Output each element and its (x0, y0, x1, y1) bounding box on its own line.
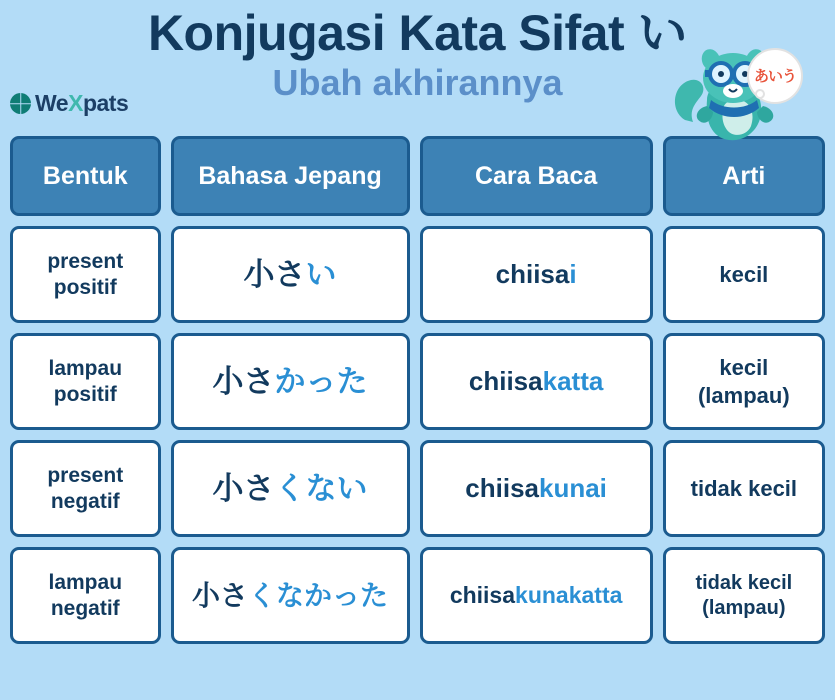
speech-bubble (747, 48, 803, 104)
brand-text-x: X (68, 90, 83, 116)
cell-cara-baca: chiisai (420, 226, 653, 323)
cell-bahasa-jepang: 小さくない (171, 440, 410, 537)
globe-icon (10, 93, 31, 114)
column-header-cara-baca: Cara Baca (420, 136, 653, 216)
cell-arti: kecil (lampau) (663, 333, 825, 430)
table-header-row (10, 136, 825, 216)
cell-arti: tidak kecil (663, 440, 825, 537)
table-row (10, 333, 825, 430)
speech-bubble-text: あいう (753, 67, 796, 85)
cell-bahasa-jepang: 小さかった (171, 333, 410, 430)
conjugation-table (10, 136, 825, 644)
cell-bentuk: present negatif (10, 440, 161, 537)
table-row (10, 547, 825, 644)
cell-bahasa-jepang: 小さい (171, 226, 410, 323)
brand-text-we: We (35, 90, 69, 116)
brand-text-pats: pats (82, 90, 129, 116)
column-header-arti: Arti (663, 136, 825, 216)
cell-arti: kecil (663, 226, 825, 323)
column-header-bahasa-jepang: Bahasa Jepang (171, 136, 410, 216)
table-row (10, 226, 825, 323)
cell-cara-baca: chiisakunakatta (420, 547, 653, 644)
table-row (10, 440, 825, 537)
cell-bentuk: lampau negatif (10, 547, 161, 644)
page-title: Konjugasi Kata Sifat い (147, 5, 688, 61)
brand-logo-text (35, 90, 128, 117)
cell-bentuk: present positif (10, 226, 161, 323)
page-subtitle: Ubah akhirannya (272, 62, 563, 103)
cell-cara-baca: chiisakatta (420, 333, 653, 430)
squirrel-mascot-icon (667, 48, 797, 146)
cell-cara-baca: chiisakunai (420, 440, 653, 537)
cell-arti: tidak kecil (lampau) (663, 547, 825, 644)
cell-bentuk: lampau positif (10, 333, 161, 430)
header (0, 0, 835, 136)
brand-logo (10, 90, 128, 117)
cell-bahasa-jepang: 小さくなかった (171, 547, 410, 644)
column-header-bentuk: Bentuk (10, 136, 161, 216)
